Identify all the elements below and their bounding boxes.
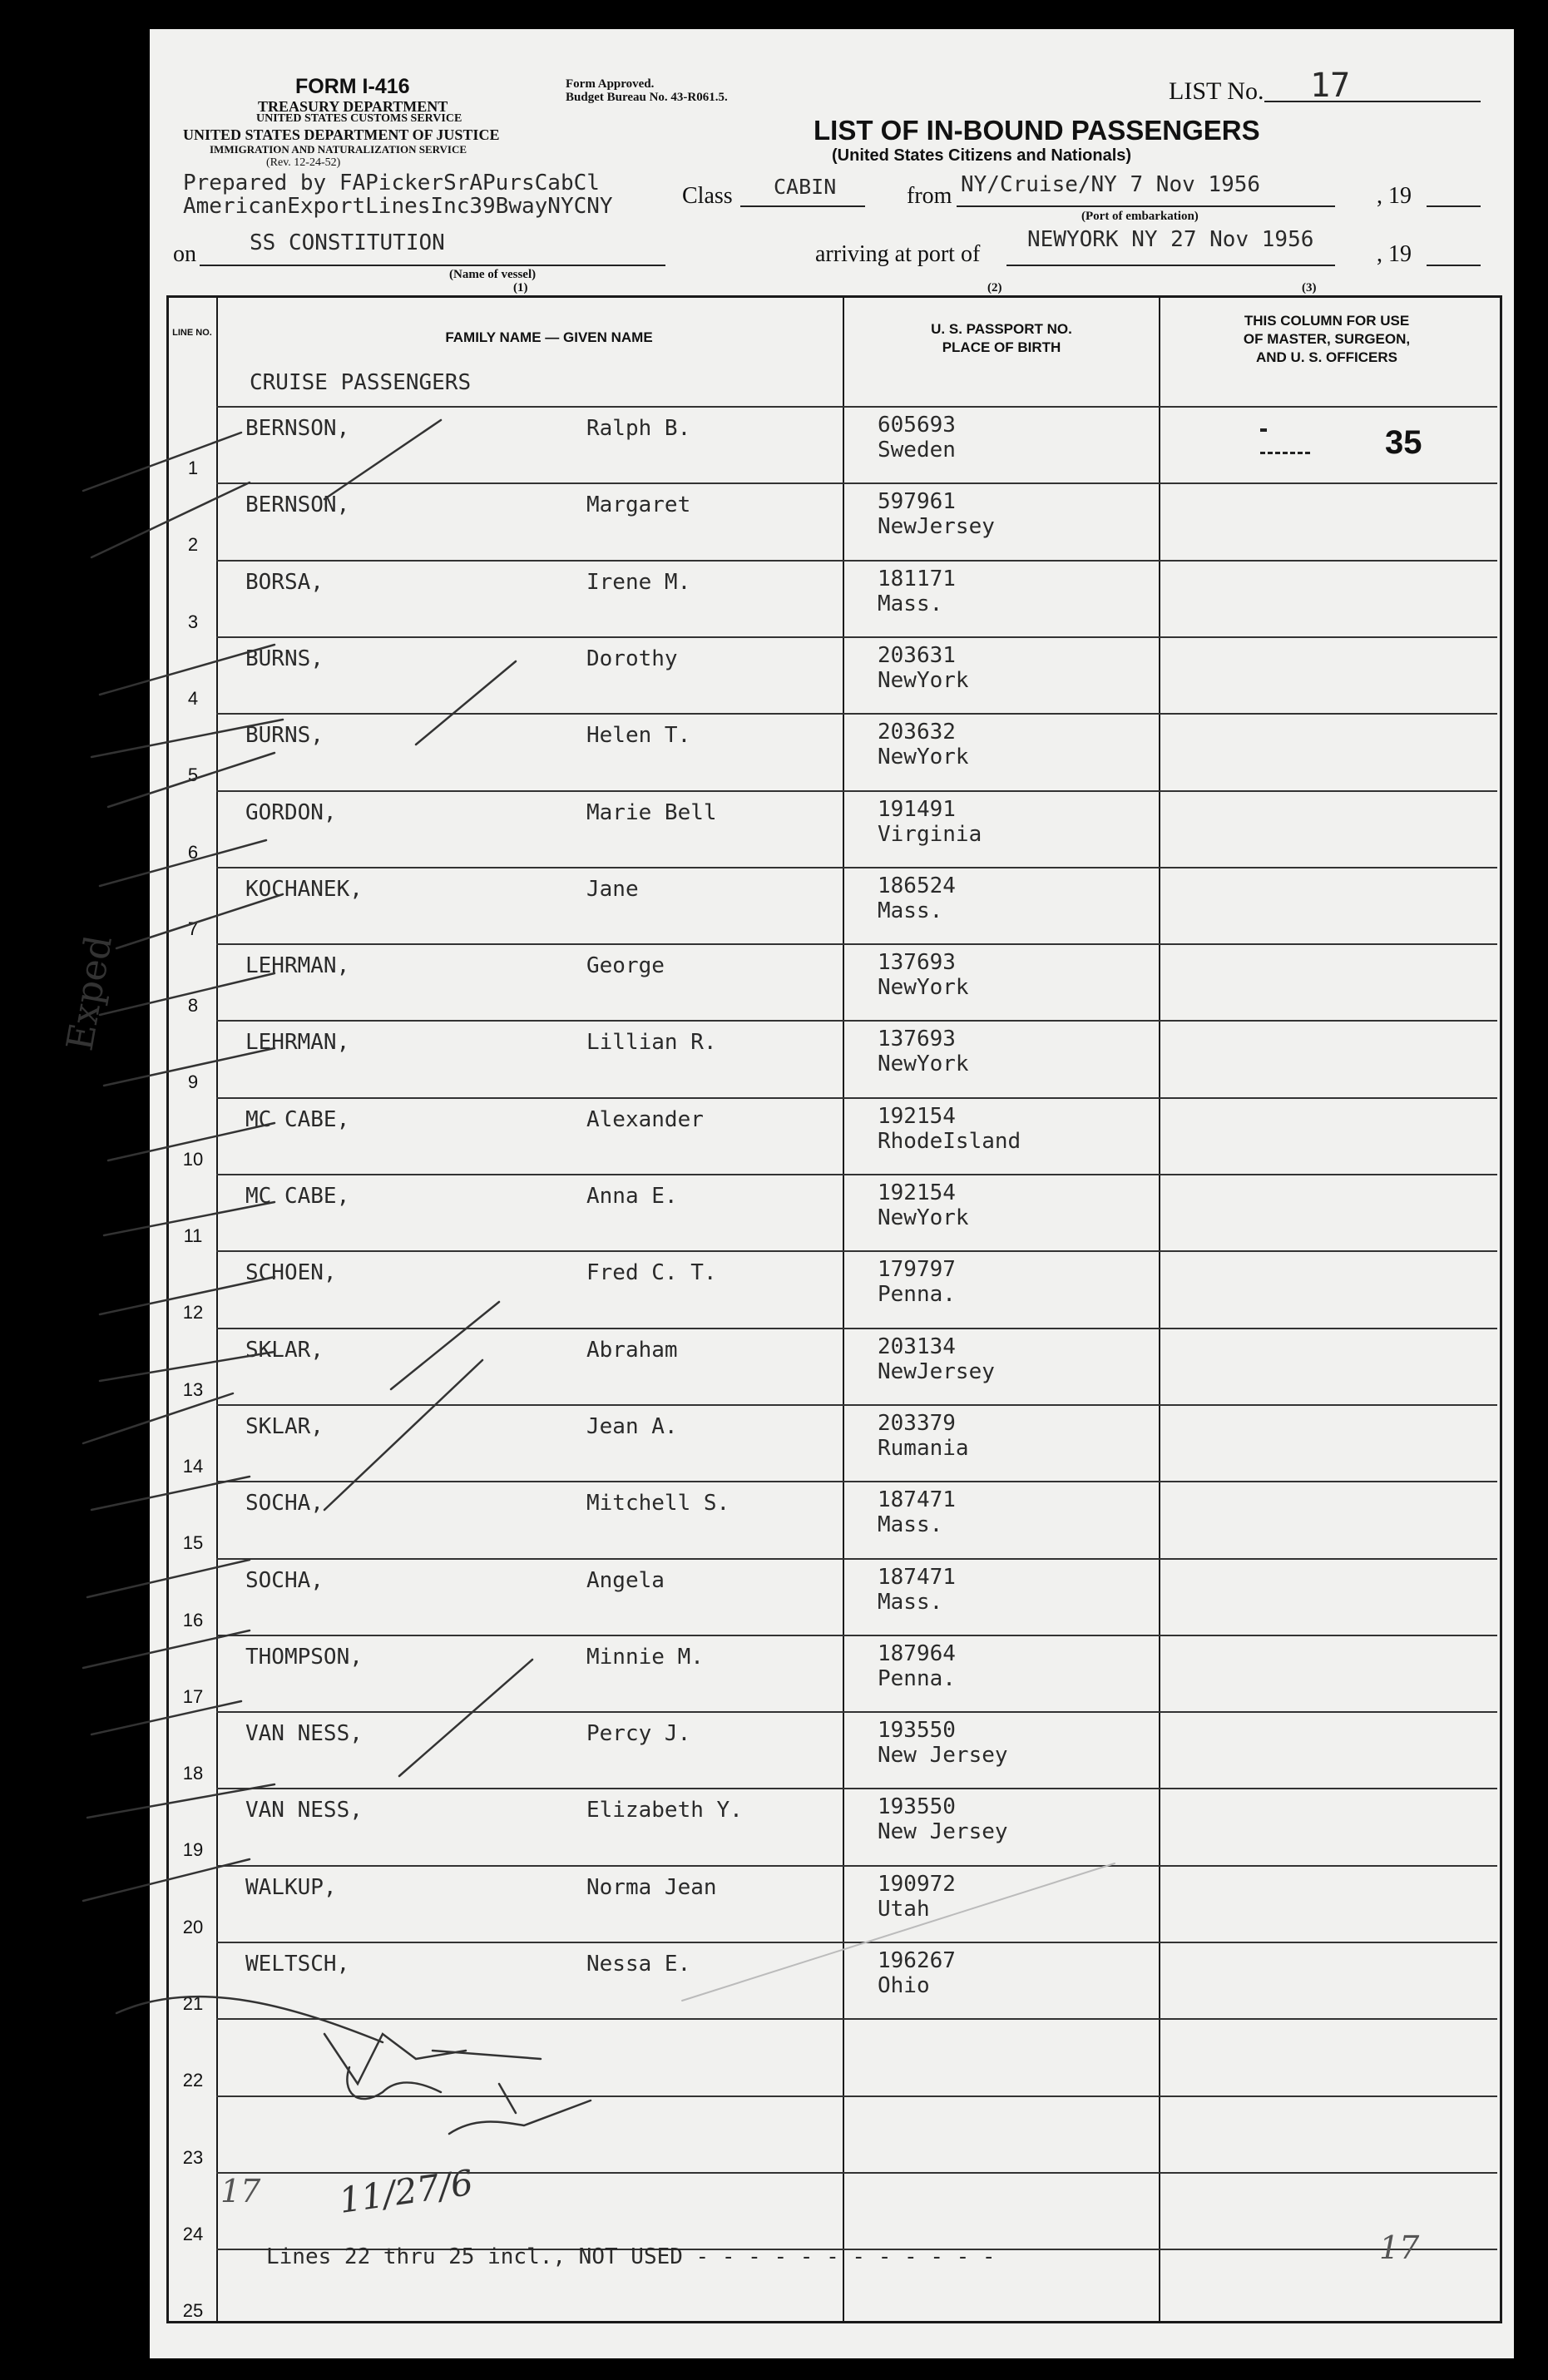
family-name: MC CABE, (245, 1106, 350, 1132)
list-no-label: LIST No. (1169, 77, 1264, 105)
passport-no: 187471 (878, 1564, 956, 1590)
passport-no: 203134 (878, 1333, 956, 1359)
place-of-birth: NewYork (878, 1205, 969, 1230)
given-name: Norma Jean (586, 1874, 717, 1900)
vessel-name: SS CONSTITUTION (250, 230, 445, 255)
from-value: NY/Cruise/NY 7 Nov 1956 (961, 172, 1261, 197)
line-number: 1 (187, 458, 199, 478)
place-of-birth: NewJersey (878, 1358, 995, 1384)
family-name: SCHOEN, (245, 1260, 337, 1286)
line-number: 16 (182, 1609, 204, 1630)
given-name: Abraham (586, 1337, 678, 1363)
family-name: MC CABE, (245, 1184, 350, 1209)
form-sheet (58, 29, 1514, 2358)
col-num-2: (2) (987, 281, 1002, 294)
passport-no: 192154 (878, 1103, 956, 1129)
line-number: 3 (187, 611, 199, 632)
passport-no: 192154 (878, 1180, 956, 1205)
line-number: 11 (183, 1225, 203, 1246)
line-number: 25 (182, 2300, 204, 2322)
line-number: 17 (182, 1685, 204, 1707)
place-of-birth: Utah (878, 1896, 930, 1922)
checkmark-row9 (100, 973, 274, 1015)
passport-no: 203379 (878, 1410, 956, 1436)
passport-no: 196267 (878, 1948, 956, 1973)
given-name: Mitchell S. (586, 1491, 730, 1517)
on-label: on (173, 241, 196, 267)
line-number: 12 (182, 1302, 204, 1324)
line-number: 5 (187, 764, 199, 786)
page-title: LIST OF IN-BOUND PASSENGERS (814, 115, 1260, 146)
given-name: Jean A. (586, 1413, 678, 1439)
dept-justice: UNITED STATES DEPARTMENT OF JUSTICE (183, 126, 500, 143)
family-name: SKLAR, (245, 1337, 324, 1363)
line-number: 7 (187, 918, 199, 939)
passport-no: 187964 (878, 1640, 956, 1666)
passport-no: 186524 (878, 873, 956, 898)
line-number: 10 (182, 1148, 204, 1170)
class-label: Class (682, 183, 733, 209)
checkmark-row10 (104, 1048, 274, 1086)
handwriting-overlay (58, 29, 1514, 2358)
line-number: 20 (182, 1916, 204, 1937)
checkmark-row21 (83, 1859, 250, 1901)
passport-no: 597961 (878, 489, 956, 515)
passport-no: 137693 (878, 950, 956, 976)
handwritten-side-note: Exped (58, 932, 121, 1054)
place-of-birth: Mass. (878, 898, 943, 923)
place-of-birth: NewJersey (878, 514, 995, 540)
officer-header-line2: OF MASTER, SURGEON, (1243, 331, 1411, 347)
given-name: Margaret (586, 492, 691, 518)
place-of-birth: Mass. (878, 1589, 943, 1615)
dept-customs: UNITED STATES CUSTOMS SERVICE (256, 112, 462, 125)
dept-ins: IMMIGRATION AND NATURALIZATION SERVICE (210, 143, 467, 156)
place-of-birth: NewYork (878, 667, 969, 693)
given-name: Fred C. T. (586, 1260, 717, 1286)
place-of-birth: Penna. (878, 1282, 956, 1308)
line-number: 24 (182, 2223, 204, 2244)
place-of-birth: Mass. (878, 1512, 943, 1538)
given-name: Dorothy (586, 646, 678, 671)
place-of-birth: Sweden (878, 438, 956, 463)
line-no-header: LINE NO. (172, 328, 212, 338)
given-name: George (586, 953, 665, 979)
vessel-caption: (Name of vessel) (449, 268, 537, 281)
checkmark-row5b (416, 661, 516, 745)
line-number: 8 (187, 995, 199, 1017)
family-name: KOCHANEK, (245, 876, 363, 902)
family-name: WELTSCH, (245, 1952, 350, 1977)
binder-hole-top (67, 254, 115, 302)
checkmark-row15 (83, 1393, 233, 1443)
checkmark-row11 (108, 1123, 274, 1160)
checkmark-row1 (83, 433, 241, 491)
passport-header-line2: PLACE OF BIRTH (942, 339, 1061, 355)
family-name: BURNS, (245, 646, 324, 671)
passport-no: 181171 (878, 566, 956, 591)
given-name: Jane (586, 876, 639, 902)
checkmark-row8 (116, 894, 283, 948)
family-name: WALKUP, (245, 1874, 337, 1900)
officer-header-line1: THIS COLUMN FOR USE (1244, 313, 1410, 329)
place-of-birth: New Jersey (878, 1743, 1008, 1769)
given-name: Anna E. (586, 1184, 678, 1209)
checkmark-row16 (91, 1477, 250, 1510)
family-name: BERNSON, (245, 492, 350, 518)
checkmark-row17 (87, 1560, 250, 1597)
family-name: SOCHA, (245, 1491, 324, 1517)
revision-date: (Rev. 12-24-52) (266, 156, 341, 169)
lines-not-used-note: Lines 22 thru 25 incl., NOT USED - - - - - - - - - - - - (266, 2244, 996, 2269)
arriving-label: arriving at port of (815, 241, 981, 267)
checkmark-row19 (91, 1701, 241, 1734)
family-name: GORDON, (245, 799, 337, 825)
given-name: Marie Bell (586, 799, 717, 825)
passport-no: 193550 (878, 1718, 956, 1744)
family-name: BORSA, (245, 569, 324, 595)
group-label: CRUISE PASSENGERS (250, 370, 472, 395)
given-name: Angela (586, 1567, 665, 1593)
place-of-birth: Ohio (878, 1973, 930, 1998)
given-name: Minnie M. (586, 1644, 704, 1670)
place-of-birth: New Jersey (878, 1819, 1008, 1845)
port-embarkation-caption: (Port of embarkation) (1081, 210, 1199, 223)
prepared-by-line1: Prepared by FAPickerSrAPursCabCl (183, 171, 600, 195)
family-name: BERNSON, (245, 416, 350, 441)
family-name: VAN NESS, (245, 1721, 363, 1747)
line-number: 18 (182, 1763, 204, 1784)
line-number: 4 (187, 687, 199, 709)
long-stroke (682, 1863, 1115, 2001)
place-of-birth: NewYork (878, 745, 969, 770)
budget-bureau: Budget Bureau No. 43-R061.5. (566, 91, 728, 104)
passport-no: 137693 (878, 1027, 956, 1052)
place-of-birth: NewYork (878, 1051, 969, 1077)
place-of-birth: Rumania (878, 1435, 969, 1461)
class-value: CABIN (774, 175, 837, 199)
col-num-1: (1) (513, 281, 528, 294)
page-subtitle: (United States Citizens and Nationals) (832, 146, 1132, 165)
family-name: SOCHA, (245, 1567, 324, 1593)
handwritten-17-right: 17 (1379, 2229, 1420, 2266)
checkmark-row15b (324, 1360, 482, 1510)
given-name: Lillian R. (586, 1030, 717, 1056)
signature-loop (347, 2067, 441, 2099)
checkmark-row5 (91, 720, 283, 757)
line-number: 14 (182, 1455, 204, 1477)
prepared-by-line2: AmericanExportLinesInc39BwayNYCNY (183, 194, 613, 219)
line-number: 22 (182, 2070, 204, 2091)
passport-no: 203631 (878, 642, 956, 668)
officer-count: 35 (1385, 424, 1422, 461)
checkmark-row7 (100, 840, 266, 886)
family-name: THOMPSON, (245, 1644, 363, 1670)
family-name: VAN NESS, (245, 1798, 363, 1823)
checkmark-row6 (108, 753, 274, 807)
given-name: Alexander (586, 1106, 704, 1132)
year-suffix-1: , 19 (1377, 183, 1412, 209)
form-number: FORM I-416 (295, 75, 410, 98)
passport-no: 605693 (878, 413, 956, 438)
given-name: Irene M. (586, 569, 691, 595)
given-name: Ralph B. (586, 416, 691, 441)
checkmark-row18 (83, 1630, 250, 1668)
line-number: 6 (187, 841, 199, 863)
place-of-birth: Penna. (878, 1665, 956, 1691)
checkmark-row20 (87, 1784, 274, 1818)
given-name: Helen T. (586, 723, 691, 749)
place-of-birth: NewYork (878, 975, 969, 1001)
handwritten-date: 11/27/6 (336, 2161, 476, 2221)
family-name: SKLAR, (245, 1413, 324, 1439)
checkmark-row2b (324, 420, 441, 499)
place-of-birth: Virginia (878, 821, 982, 847)
name-header: FAMILY NAME — GIVEN NAME (445, 329, 653, 345)
place-of-birth: RhodeIsland (878, 1128, 1021, 1154)
checkmark-row18b (399, 1660, 532, 1776)
passport-no: 193550 (878, 1794, 956, 1820)
handwritten-17-left: 17 (220, 2173, 261, 2209)
line-number: 15 (182, 1532, 204, 1554)
passport-no: 203632 (878, 720, 956, 745)
passport-no: 179797 (878, 1257, 956, 1283)
binder-hole-bottom (67, 2070, 115, 2118)
year-suffix-2: , 19 (1377, 241, 1412, 267)
list-no-value: 17 (1310, 67, 1351, 105)
checkmark-row4 (100, 645, 274, 695)
form-approved: Form Approved. (566, 77, 655, 91)
checkmark-row13b (391, 1302, 499, 1389)
signature-stroke (116, 1997, 591, 2134)
given-name: Elizabeth Y. (586, 1798, 743, 1823)
passport-no: 187471 (878, 1487, 956, 1513)
line-number: 13 (182, 1378, 204, 1400)
checkmark-row14 (100, 1352, 274, 1381)
place-of-birth: Mass. (878, 591, 943, 616)
passport-header-line1: U. S. PASSPORT NO. (931, 321, 1072, 337)
given-name: Percy J. (586, 1721, 691, 1747)
given-name: Nessa E. (586, 1952, 691, 1977)
family-name: LEHRMAN, (245, 953, 350, 979)
family-name: BURNS, (245, 723, 324, 749)
checkmark-row2 (91, 482, 250, 557)
line-number: 23 (182, 2146, 204, 2168)
arrival-value: NEWYORK NY 27 Nov 1956 (1027, 227, 1314, 252)
line-number: 21 (182, 1993, 204, 2014)
from-label: from (907, 183, 952, 209)
checkmark-row13 (100, 1277, 274, 1314)
line-number: 9 (187, 1071, 199, 1093)
passport-no: 190972 (878, 1871, 956, 1897)
line-number: 2 (187, 534, 199, 556)
dept-treasury: TREASURY DEPARTMENT (258, 98, 448, 115)
checkmark-row12 (104, 1202, 274, 1235)
passport-no: 191491 (878, 796, 956, 822)
line-number: 19 (182, 1839, 204, 1861)
officer-header-line3: AND U. S. OFFICERS (1255, 349, 1397, 365)
family-name: LEHRMAN, (245, 1030, 350, 1056)
binder-hole-middle (67, 1163, 115, 1211)
col-num-3: (3) (1302, 281, 1317, 294)
